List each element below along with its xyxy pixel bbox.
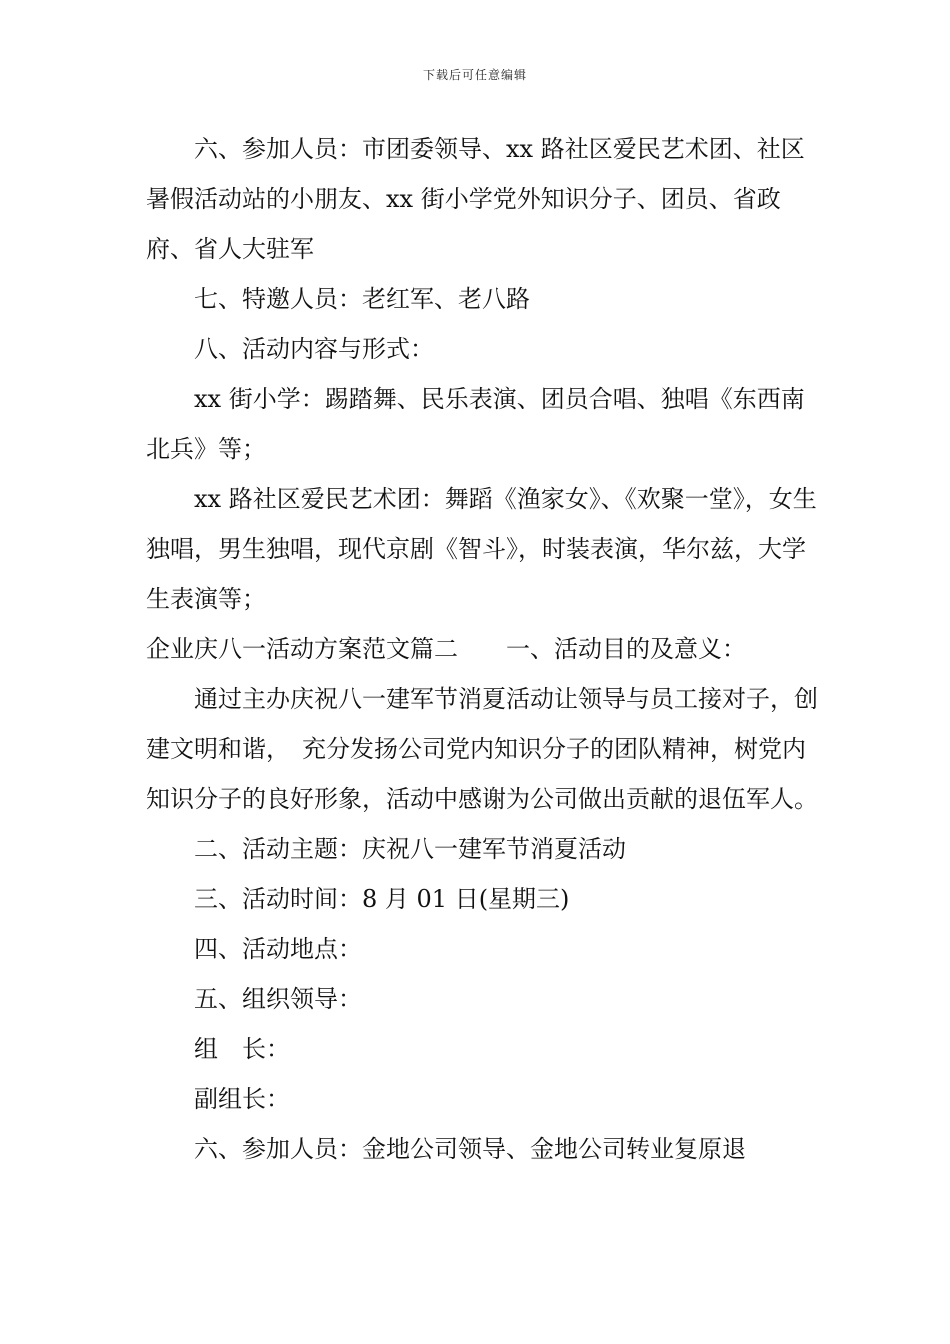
paragraph-participants-two: 六、参加人员：金地公司领导、金地公司转业复原退 — [194, 1135, 746, 1163]
paragraph-content-heading: 八、活动内容与形式： — [194, 335, 434, 363]
paragraph-purpose: 通过主办庆祝八一建军节消夏活动让领导与员工接对子，创建文明和谐， 充分发扬公司党内知识分子的团队精神，树党内知识分子的良好形象，活动中感谢为公司做出贡献的退伍军人。 — [146, 685, 818, 813]
paragraph-time: 三、活动时间：8 月 01 日(星期三) — [194, 885, 570, 913]
paragraph-organization: 五、组织领导： — [194, 985, 362, 1013]
paragraph-deputy-leader: 副组长： — [194, 1085, 290, 1113]
paragraph-art-troupe-program: xx 路社区爱民艺术团：舞蹈《渔家女》、《欢聚一堂》，女生独唱，男生独唱，现代京剧《智斗》，时装表演，华尔兹，大学生表演等； — [146, 485, 817, 613]
paragraph-location: 四、活动地点： — [194, 935, 362, 963]
paragraph-special-guests: 七、特邀人员：老红军、老八路 — [194, 285, 530, 313]
paragraph-school-program: xx 街小学：踢踏舞、民乐表演、团员合唱、独唱《东西南北兵》等； — [146, 385, 805, 463]
section-title-part-two: 企业庆八一活动方案范文篇二 一、活动目的及意义： — [146, 635, 746, 663]
paragraph-theme: 二、活动主题：庆祝八一建军节消夏活动 — [194, 835, 626, 863]
paragraph-team-leader: 组 长： — [194, 1035, 290, 1063]
paragraph-participants: 六、参加人员：市团委领导、xx 路社区爱民艺术团、社区暑假活动站的小朋友、xx 街小学党外知识分子、团员、省政府、省人大驻军 — [146, 135, 805, 263]
page-header: 下载后可任意编辑 — [422, 68, 527, 82]
document-body — [146, 124, 818, 1174]
